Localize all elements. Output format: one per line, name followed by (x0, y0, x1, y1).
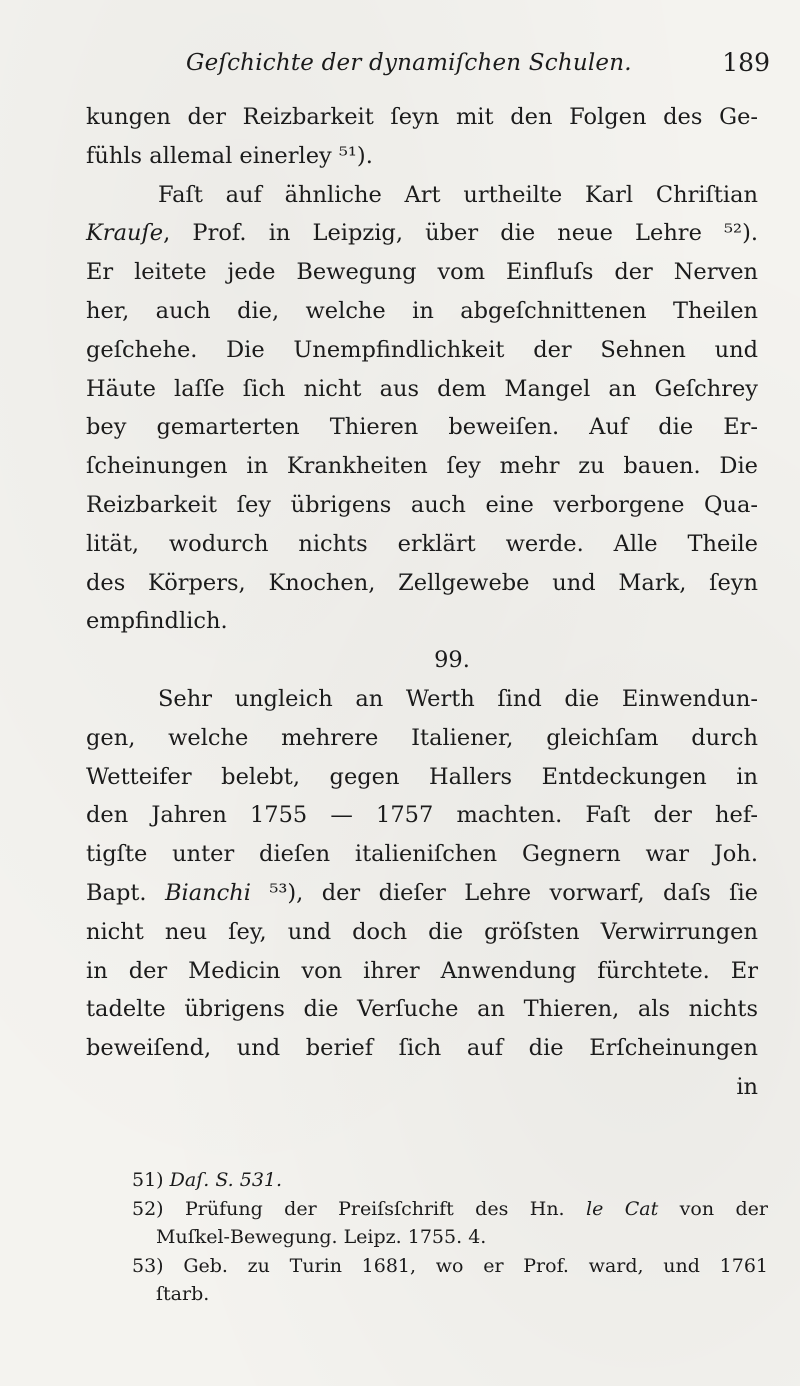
text-line: den Jahren 1755 — 1757 machten. Faſt der hef- (86, 802, 758, 829)
text-line: kungen der Reizbarkeit ſeyn mit den Folgen des Ge- (86, 104, 758, 130)
page-number: 189 (722, 48, 770, 77)
footnote-text: Prüfung der Preiſsſchrift des Hn. (185, 1197, 565, 1220)
footnote-text: Geb. zu Turin 1681, wo er Prof. ward, und 1761 (183, 1254, 768, 1277)
text-line: Sehr ungleich an Werth ſind die Einwendun- (158, 685, 758, 712)
text-line: empfindlich. (86, 608, 228, 635)
text-line: lität, wodurch nichts erklärt werde. Alle Theile (86, 530, 758, 557)
text-line: beweiſend, und berief ſich auf die Erſcheinungen (86, 1035, 758, 1062)
text-line: Faſt auf ähnliche Art urtheilte Karl Chriſtian (158, 181, 758, 208)
text-line: des Körpers, Knochen, Zellgewebe und Mark, ſeyn (86, 569, 758, 596)
text-line (86, 874, 758, 913)
text-line: nicht neu ſey, und doch die gröſsten Verwirrungen (86, 918, 758, 945)
text-line: in der Medicin von ihrer Anwendung fürchtete. Er (86, 957, 758, 984)
footnote-52 (132, 1195, 768, 1224)
footnote-52-cont: Muſkel-Bewegung. Leipz. 1755. 4. (156, 1226, 487, 1248)
person-name: Krauſe (86, 220, 164, 247)
footnote-51 (132, 1166, 768, 1195)
footnote-number: 53) (132, 1254, 164, 1277)
footnote-text: von der (679, 1197, 768, 1220)
footnote-53-cont: ſtarb. (156, 1283, 210, 1305)
text-line: fühls allemal einerley ⁵¹). (86, 142, 373, 169)
text-line: Häute laſſe ſich nicht aus dem Mangel an Geſchrey (86, 375, 758, 402)
section-number: 99. (434, 647, 470, 674)
text-line: ſcheinungen in Krankheiten ſey mehr zu bauen. Die (86, 453, 758, 480)
text-run: ⁵³), der dieſer Lehre vorwarf, daſs ſie (250, 879, 759, 906)
footnote-text: Daſ. S. 531. (169, 1169, 283, 1191)
footnote-53 (132, 1252, 768, 1281)
catchword: in (736, 1073, 758, 1100)
text-line: gen, welche mehrere Italiener, gleichſam durch (86, 724, 758, 751)
footnote-number: 51) (132, 1169, 164, 1191)
footnotes (132, 1166, 768, 1309)
text-line (86, 214, 758, 253)
footnote-number: 52) (132, 1197, 164, 1220)
text-line: Reizbarkeit ſey übrigens auch eine verborgene Qua- (86, 491, 758, 518)
text-line: Er leitete jede Bewegung vom Einfluſs der Nerven (86, 259, 758, 286)
main-text (86, 98, 758, 1107)
page-header (90, 48, 770, 88)
text-line: her, auch die, welche in abgeſchnittenen Theilen (86, 297, 758, 324)
text-line: Wetteifer belebt, gegen Hallers Entdeckungen in (86, 763, 758, 790)
footnote-italic: le Cat (586, 1197, 659, 1220)
text-line: bey gemarterten Thieren beweiſen. Auf die Er- (86, 414, 758, 441)
text-run: Bapt. (86, 879, 165, 906)
running-title: Geſchichte der dynamiſchen Schulen. (186, 50, 632, 76)
text-run: , Prof. in Leipzig, über die neue Lehre ⁵²). (163, 220, 758, 247)
person-name: Bianchi (164, 879, 251, 906)
text-line: tigſte unter dieſen italieniſchen Gegnern war Joh. (86, 841, 758, 868)
text-line: geſchehe. Die Unempfindlichkeit der Sehnen und (86, 336, 758, 363)
text-line: tadelte übrigens die Verſuche an Thieren, als nichts (86, 996, 758, 1023)
